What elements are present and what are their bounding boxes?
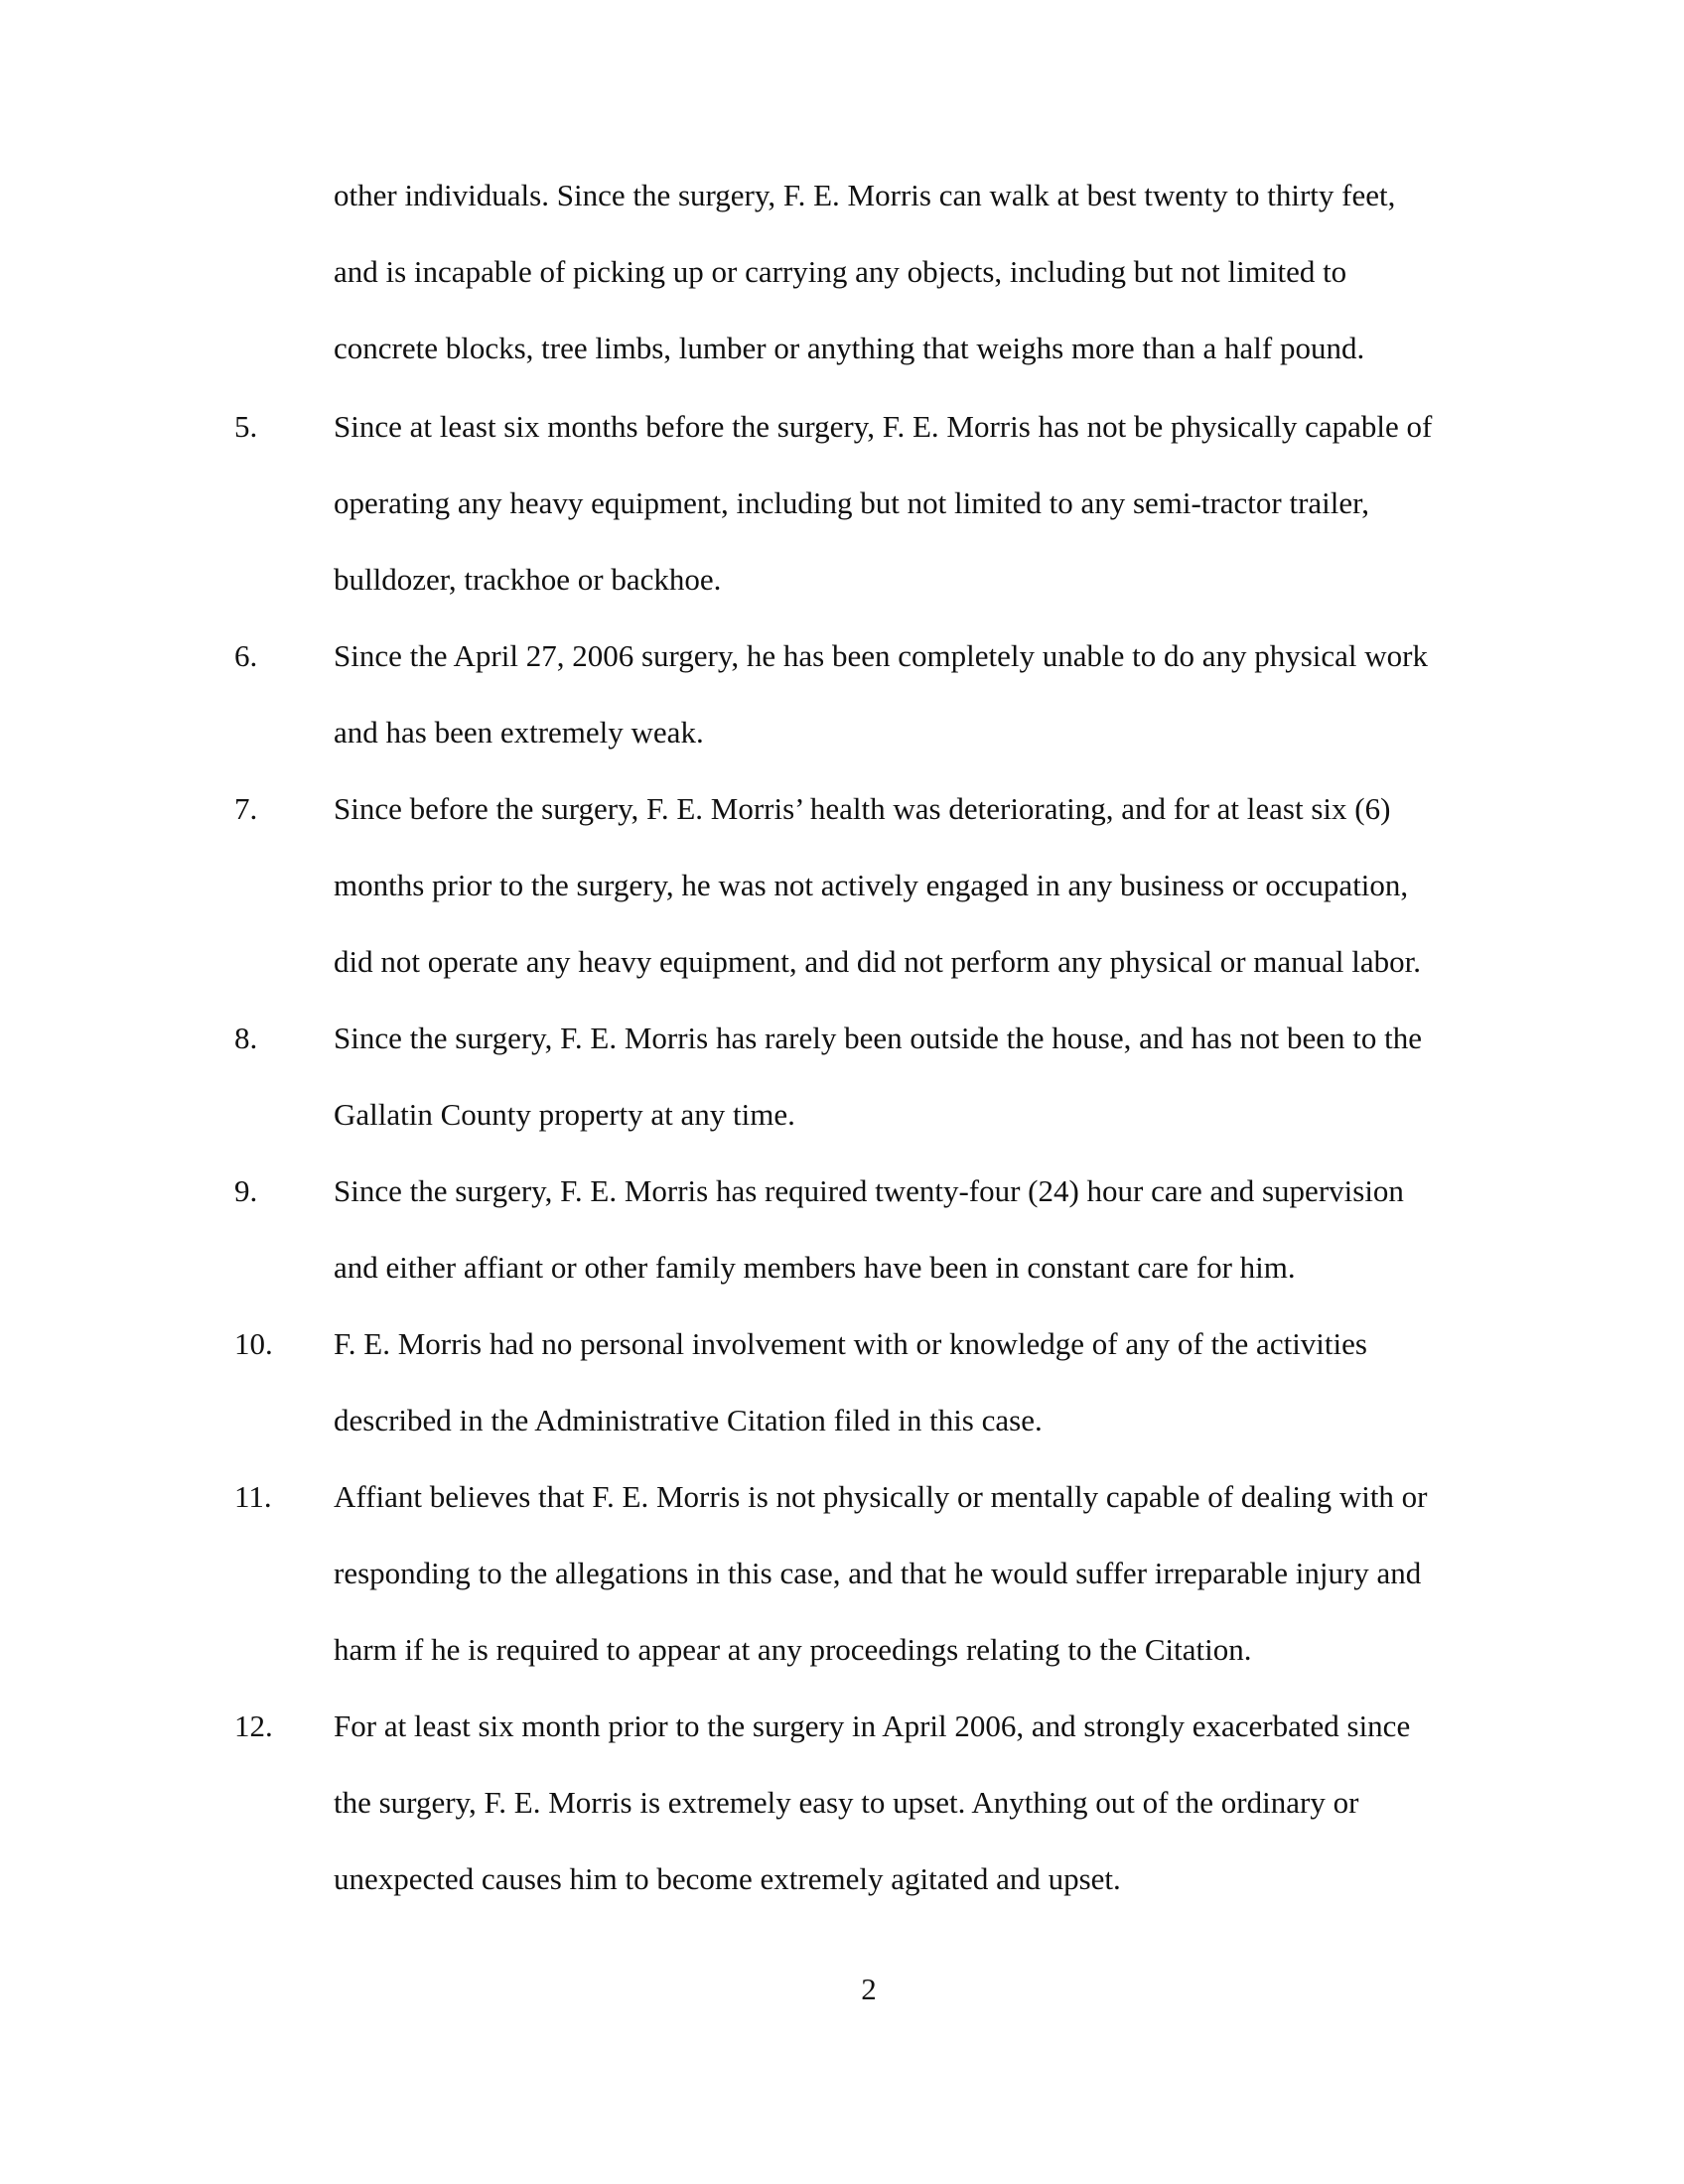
text-line: Gallatin County property at any time. bbox=[334, 1097, 795, 1132]
paragraph-9 bbox=[334, 1153, 1404, 1305]
paragraph-number: 5. bbox=[234, 409, 258, 444]
paragraph-number: 10. bbox=[234, 1326, 273, 1361]
text-line: Since at least six months before the surgery, F. E. Morris has not be physically capable of bbox=[334, 409, 1433, 444]
text-line: described in the Administrative Citation filed in this case. bbox=[334, 1403, 1043, 1437]
paragraph-11 bbox=[334, 1458, 1428, 1688]
paragraph-number: 11. bbox=[234, 1479, 272, 1514]
paragraph-number: 9. bbox=[234, 1173, 258, 1208]
paragraph-8 bbox=[334, 1000, 1422, 1153]
paragraph-number: 7. bbox=[234, 791, 258, 826]
paragraph-5 bbox=[334, 388, 1432, 617]
text-line: F. E. Morris had no personal involvement with or knowledge of any of the activities bbox=[334, 1326, 1367, 1361]
text-line: Since the surgery, F. E. Morris has rarely been outside the house, and has not been to the bbox=[334, 1021, 1423, 1055]
text-line: bulldozer, trackhoe or backhoe. bbox=[334, 562, 722, 597]
paragraph-number: 12. bbox=[234, 1708, 273, 1743]
text-line: Since before the surgery, F. E. Morris’ health was deteriorating, and for at least six (6) bbox=[334, 791, 1391, 826]
page-number: 2 bbox=[861, 1972, 877, 2006]
text-line: Since the surgery, F. E. Morris has required twenty-four (24) hour care and supervision bbox=[334, 1173, 1404, 1208]
text-line: concrete blocks, tree limbs, lumber or anything that weighs more than a half pound. bbox=[334, 331, 1365, 365]
paragraph-7 bbox=[334, 770, 1421, 1000]
paragraph-number: 8. bbox=[234, 1021, 258, 1055]
text-line: other individuals. Since the surgery, F. E. Morris can walk at best twenty to thirty feet, bbox=[334, 178, 1396, 212]
paragraph-12 bbox=[334, 1688, 1410, 1917]
paragraph-number: 6. bbox=[234, 638, 258, 673]
text-line: and has been extremely weak. bbox=[334, 715, 704, 750]
text-line: the surgery, F. E. Morris is extremely easy to upset. Anything out of the ordinary or bbox=[334, 1785, 1359, 1820]
text-line: harm if he is required to appear at any proceedings relating to the Citation. bbox=[334, 1632, 1252, 1667]
text-line: For at least six month prior to the surgery in April 2006, and strongly exacerbated since bbox=[334, 1708, 1411, 1743]
paragraph-6 bbox=[334, 617, 1428, 770]
text-line: Since the April 27, 2006 surgery, he has been completely unable to do any physical work bbox=[334, 638, 1428, 673]
text-line: and is incapable of picking up or carrying any objects, including but not limited to bbox=[334, 254, 1347, 289]
text-line: months prior to the surgery, he was not actively engaged in any business or occupation, bbox=[334, 868, 1409, 902]
paragraph-10 bbox=[334, 1305, 1367, 1458]
text-line: operating any heavy equipment, including but not limited to any semi-tractor trailer, bbox=[334, 485, 1369, 520]
intro-paragraph bbox=[334, 157, 1395, 386]
text-line: unexpected causes him to become extremely agitated and upset. bbox=[334, 1861, 1121, 1896]
text-line: responding to the allegations in this case, and that he would suffer irreparable injury and bbox=[334, 1556, 1422, 1590]
text-line: did not operate any heavy equipment, and did not perform any physical or manual labor. bbox=[334, 944, 1422, 979]
text-line: Affiant believes that F. E. Morris is not physically or mentally capable of dealing with or bbox=[334, 1479, 1428, 1514]
text-line: and either affiant or other family members have been in constant care for him. bbox=[334, 1250, 1296, 1285]
